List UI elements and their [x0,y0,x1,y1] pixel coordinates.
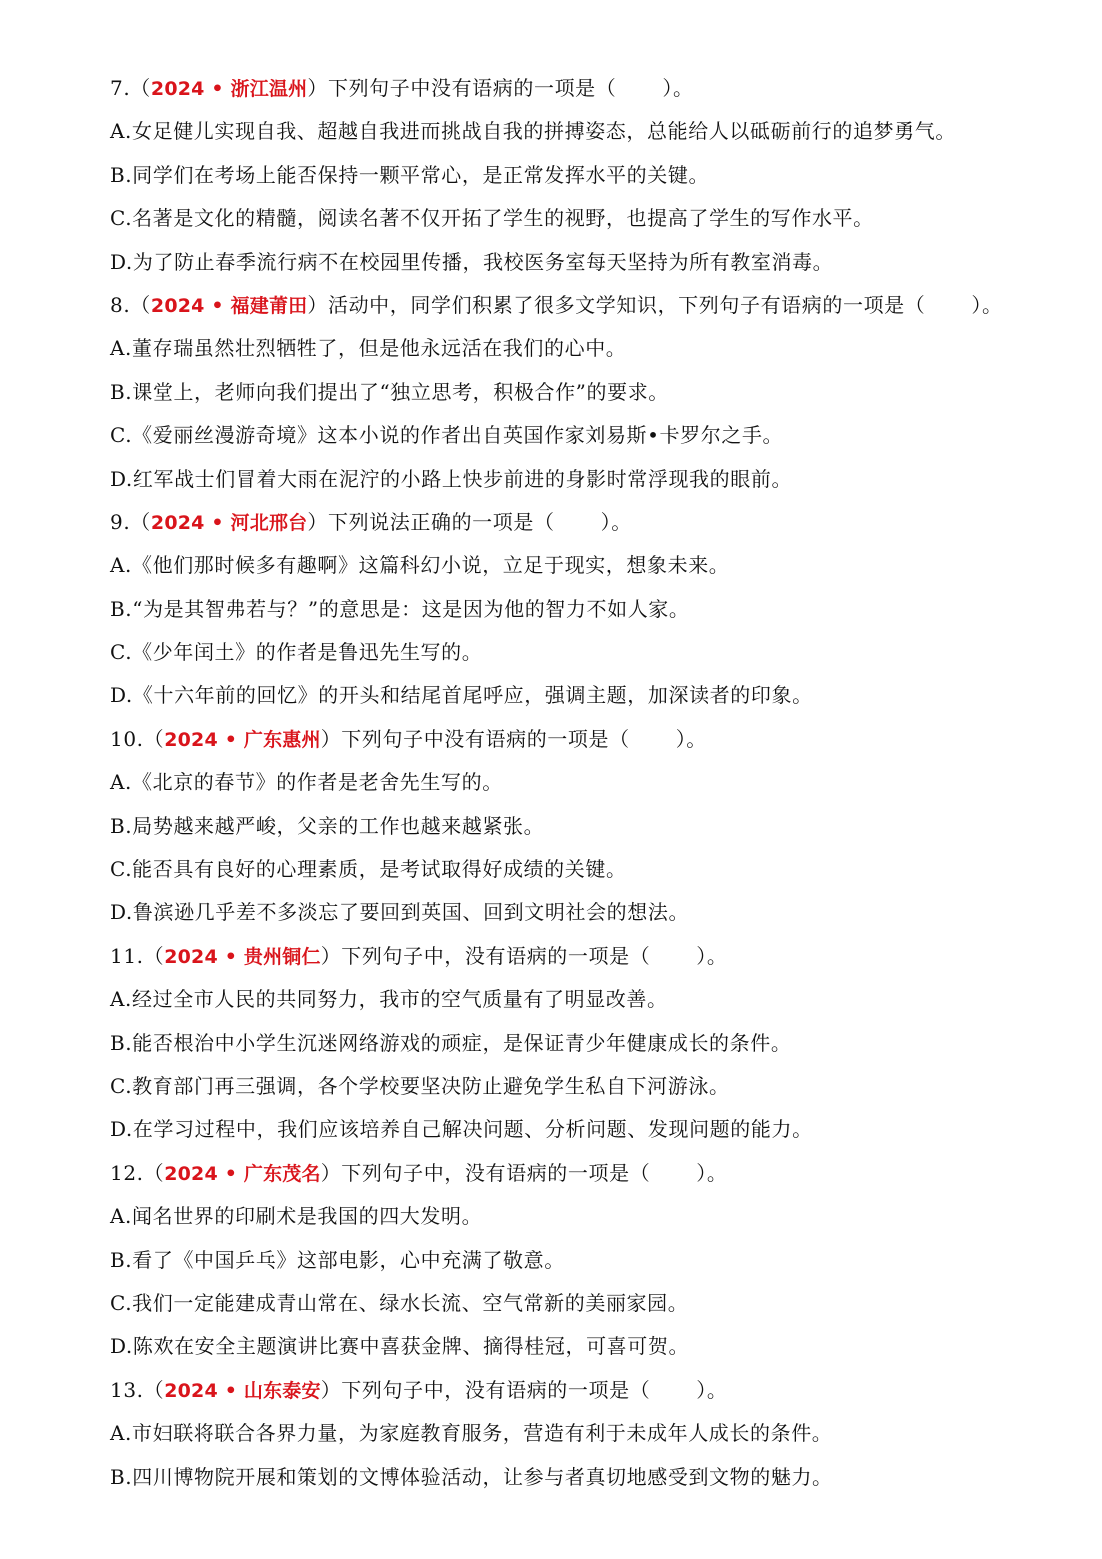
option-d: D.鲁滨逊几乎差不多淡忘了要回到英国、回到文明社会的想法。 [110,900,690,925]
option-c: C.能否具有良好的心理素质，是考试取得好成绩的关键。 [110,857,627,882]
option-c: C.《爱丽丝漫游奇境》这本小说的作者出自英国作家刘易斯•卡罗尔之手。 [110,423,784,448]
question-stem: 12.（2024 • 广东茂名）下列句子中，没有语病的一项是（ ）。 [110,1160,728,1185]
question-number: 12. [110,1160,144,1185]
question-number: 13. [110,1377,144,1402]
option-b: B.课堂上，老师向我们提出了“独立思考，积极合作”的要求。 [110,379,669,404]
question-source: 2024 • 贵州铜仁 [164,945,321,968]
question-stem: 9.（2024 • 河北邢台）下列说法正确的一项是（ ）。 [110,509,632,534]
option-d: D.红军战士们冒着大雨在泥泞的小路上快步前进的身影时常浮现我的眼前。 [110,466,793,491]
question-number: 7. [110,76,131,100]
question-source: 2024 • 福建莆田 [150,294,308,317]
question-text: 活动中，同学们积累了很多文学知识，下列句子有语病的一项是（ [327,292,926,317]
option-a: A.经过全市人民的共同努力，我市的空气质量有了明显改善。 [110,987,668,1012]
question-text: 下列句子中，没有语病的一项是（ [341,1377,651,1402]
question-number: 9. [110,509,131,534]
option-b: B.能否根治中小学生沉迷网络游戏的顽症，是保证青少年健康成长的条件。 [110,1030,792,1055]
option-b: B.局势越来越严峻，父亲的工作也越来越紧张。 [110,813,545,838]
question-source: 2024 • 浙江温州 [150,78,308,100]
question-source: 2024 • 广东惠州 [164,728,321,751]
option-d: D.在学习过程中，我们应该培养自己解决问题、分析问题、发现问题的能力。 [110,1117,813,1142]
option-b: B.“为是其智弗若与？”的意思是：这是因为他的智力不如人家。 [110,596,690,621]
question-number: 8. [110,292,131,317]
option-d: D.《十六年前的回忆》的开头和结尾首尾呼应，强调主题，加深读者的印象。 [110,683,813,708]
option-a: A.市妇联将联合各界力量，为家庭教育服务，营造有利于未成年人成长的条件。 [110,1421,833,1446]
option-d: D.为了防止春季流行病不在校园里传播，我校医务室每天坚持为所有教室消毒。 [110,249,834,274]
question-stem: 13.（2024 • 山东泰安）下列句子中，没有语病的一项是（ ）。 [110,1377,728,1402]
option-b: B.四川博物院开展和策划的文博体验活动，让参与者真切地感受到文物的魅力。 [110,1464,833,1489]
option-c: C.《少年闰土》的作者是鲁迅先生写的。 [110,640,483,665]
option-c: C.名著是文化的精髓，阅读名著不仅开拓了学生的视野，也提高了学生的写作水平。 [110,206,874,231]
question-text: 下列句子中，没有语病的一项是（ [341,1160,651,1185]
question-number: 10. [110,726,144,751]
question-text: 下列句子中没有语病的一项是（ [341,726,630,751]
question-number: 11. [110,943,144,968]
question-source: 2024 • 河北邢台 [150,511,308,534]
option-a: A.女足健儿实现自我、超越自我进而挑战自我的拼搏姿态，总能给人以砥砺前行的追梦勇气。 [110,119,956,144]
option-a: A.《北京的春节》的作者是老舍先生写的。 [110,770,503,795]
question-stem: 7.（2024 • 浙江温州）下列句子中没有语病的一项是（ ）。 [110,76,694,100]
question-text: 下列句子中没有语病的一项是（ [327,76,617,100]
question-text: 下列说法正确的一项是（ [327,509,555,534]
question-list [110,67,1070,1499]
option-c: C.我们一定能建成青山常在、绿水长流、空气常新的美丽家园。 [110,1290,689,1315]
option-b: B.看了《中国乒乓》这部电影，心中充满了敬意。 [110,1247,565,1272]
question-stem: 10.（2024 • 广东惠州）下列句子中没有语病的一项是（ ）。 [110,726,707,751]
question-source: 2024 • 山东泰安 [164,1379,321,1402]
question-text: 下列句子中，没有语病的一项是（ [341,943,651,968]
option-b: B.同学们在考场上能否保持一颗平常心，是正常发挥水平的关键。 [110,162,710,187]
option-a: A.《他们那时候多有趣啊》这篇科幻小说，立足于现实，想象未来。 [110,553,730,578]
option-a: A.董存瑞虽然壮烈牺牲了，但是他永远活在我们的心中。 [110,336,627,361]
question-source: 2024 • 广东茂名 [164,1162,321,1185]
option-d: D.陈欢在安全主题演讲比赛中喜获金牌、摘得桂冠，可喜可贺。 [110,1334,690,1359]
question-stem: 8.（2024 • 福建莆田）活动中，同学们积累了很多文学知识，下列句子有语病的一项是（ ）。 [110,292,1003,317]
option-c: C.教育部门再三强调，各个学校要坚决防止避免学生私自下河游泳。 [110,1073,730,1098]
question-stem: 11.（2024 • 贵州铜仁）下列句子中，没有语病的一项是（ ）。 [110,943,728,968]
option-a: A.闻名世界的印刷术是我国的四大发明。 [110,1204,483,1229]
